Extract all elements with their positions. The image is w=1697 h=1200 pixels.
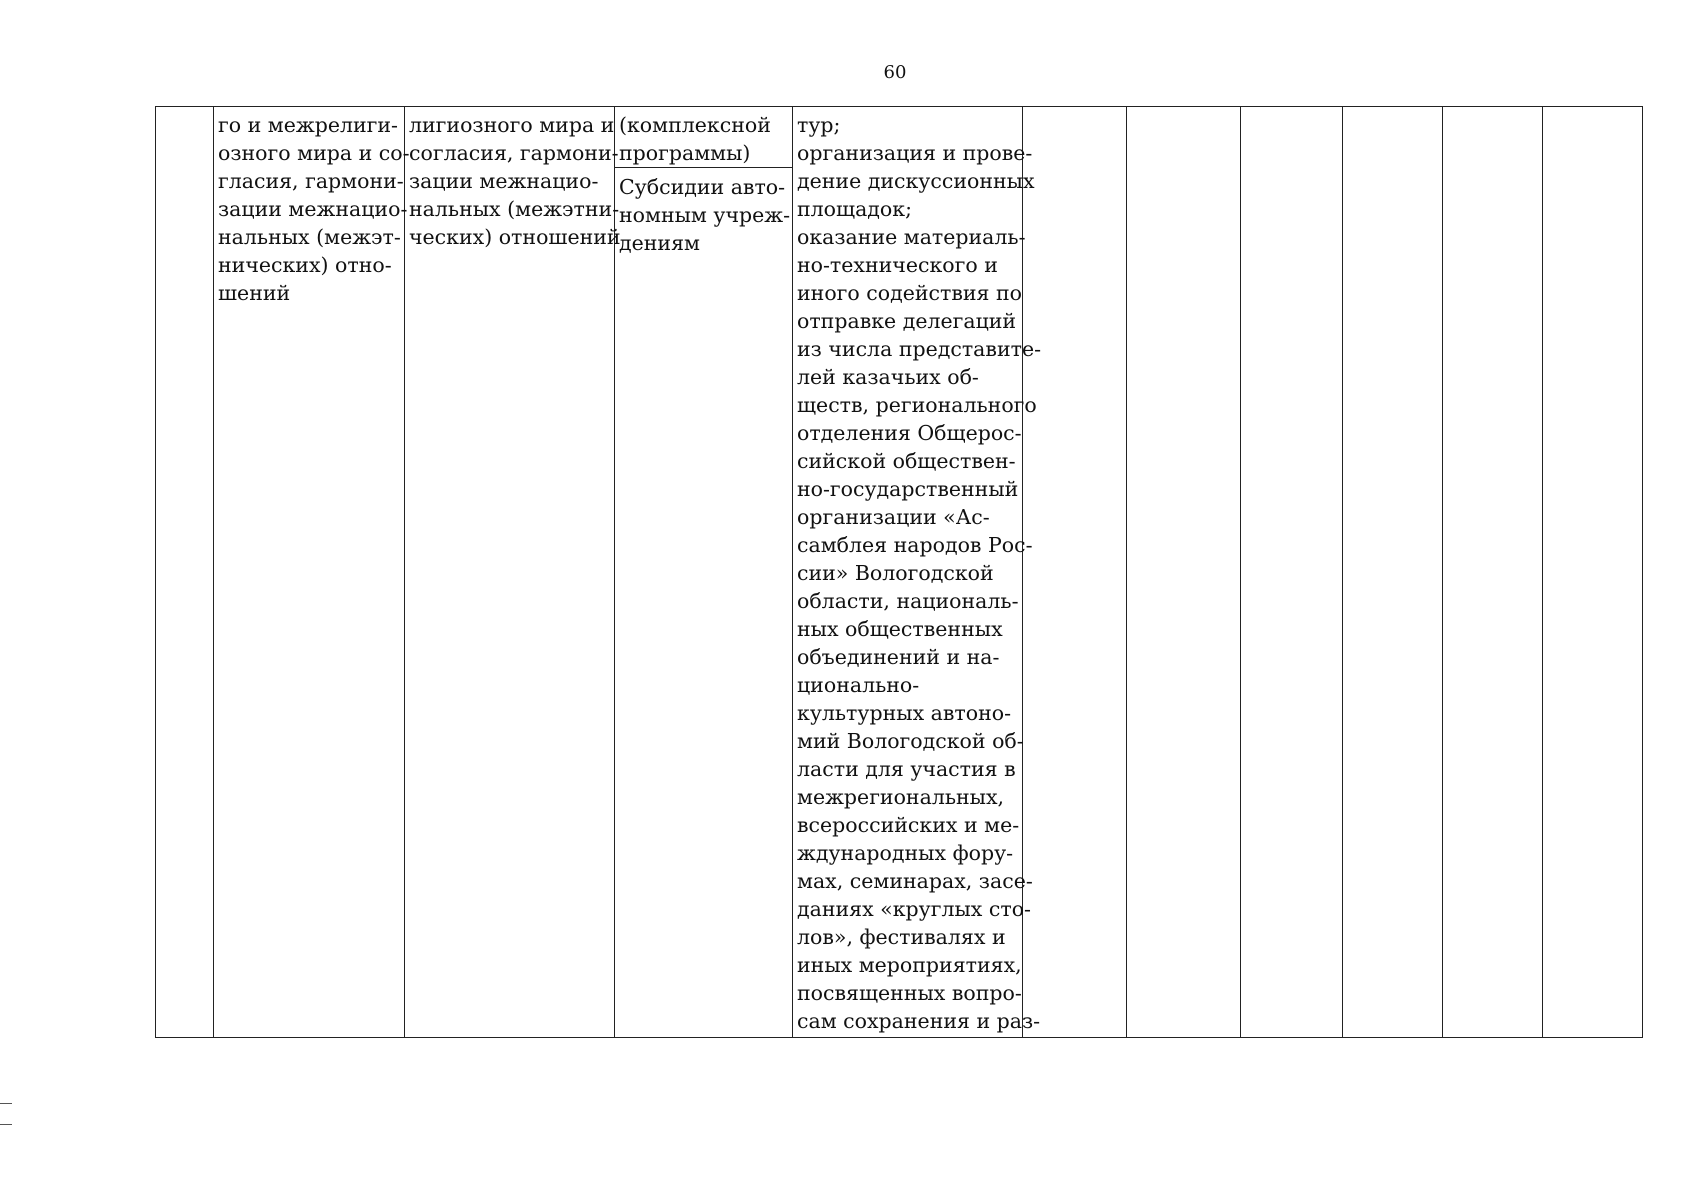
column-divider: [1542, 107, 1543, 1037]
column-divider: [1126, 107, 1127, 1037]
program-cell: (комплексной программы): [619, 113, 771, 165]
column-divider: [792, 107, 793, 1037]
column-divider: [1240, 107, 1241, 1037]
program-table: [155, 106, 1643, 1038]
column-divider: [1342, 107, 1343, 1037]
funding-cell: Субсидии авто- номным учреж- дениям: [619, 175, 791, 255]
table-border-right: [1642, 107, 1643, 1037]
cell-divider: [614, 167, 792, 168]
measures-cell: тур; организация и прове- дение дискуссионных площадок; оказание материаль- но-технического и иного содействия по отправке делегаций из числа представите- лей казачьих об- ществ, регионального отделения Общерос- сийской обществен- но-государственный организации «Ас- самблея народов Рос- сии» Вологодской области, националь- ных общественных объединений и на- ционально- культурных автоно- мий Вологодской об- ласти для участия в межрегиональных, всероссийских и ме- ждународных фору- мах, семинарах, засе- даниях «круглых сто- лов», фестивалях и иных мероприятиях, посвященных вопро- сам сохранения и раз-: [797, 113, 1042, 1033]
page-number: 60: [883, 62, 907, 83]
column-divider: [1442, 107, 1443, 1037]
task-cell: лигиозного мира и согласия, гармони- зации межнацио- нальных (межэтни- ческих) отношений: [409, 113, 621, 249]
table-border-left: [155, 107, 156, 1037]
column-divider: [213, 107, 214, 1037]
goal-cell: го и межрелиги- озного мира и со- гласия, гармони- зации межнацио- нальных (межэт- нических) отно- шений: [218, 113, 410, 305]
margin-mark: [0, 1103, 12, 1104]
margin-mark: [0, 1124, 12, 1125]
